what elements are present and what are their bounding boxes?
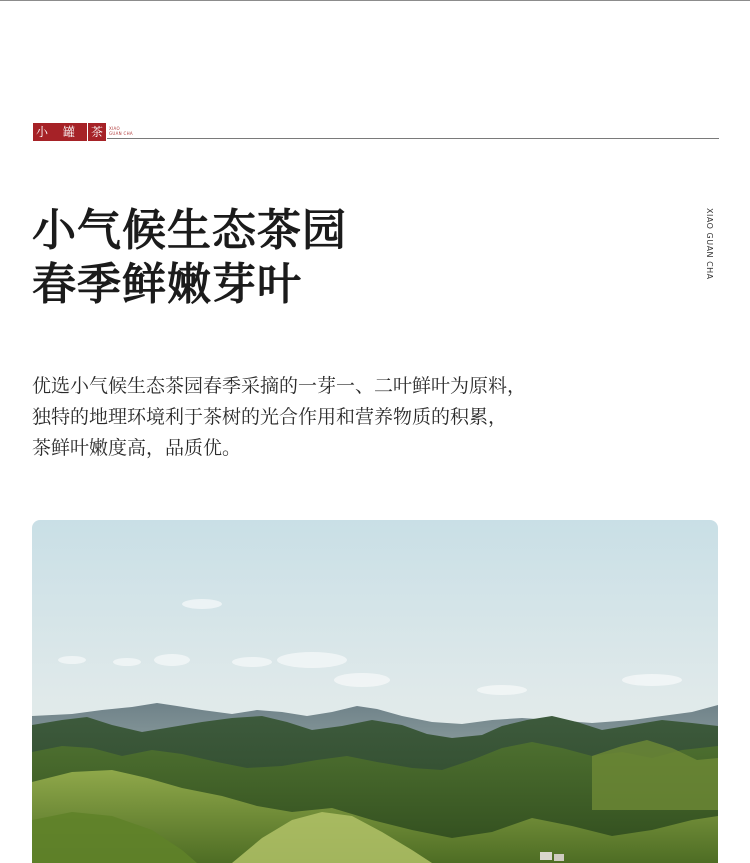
description-line-3: 茶鲜叶嫩度高，品质优。	[32, 437, 242, 459]
brand-logo-char-3: 茶	[88, 123, 106, 141]
description-line-2: 独特的地理环境利于茶树的光合作用和营养物质的积累，	[32, 406, 508, 428]
description-paragraph	[32, 371, 526, 464]
top-divider	[0, 0, 750, 1]
brand-logo-char-2: 罐	[51, 123, 87, 141]
brand-logo-subtext: XIAO GUAN CHA	[109, 126, 133, 136]
description-line-1: 优选小气候生态茶园春季采摘的一芽一、二叶鲜叶为原料，	[32, 375, 527, 397]
brand-header	[33, 123, 719, 141]
headline-line-2: 春季鲜嫩芽叶	[32, 259, 302, 310]
vertical-brand-text: XIAO GUAN CHA	[705, 208, 714, 280]
headline-line-1: 小气候生态茶园	[32, 205, 347, 256]
page-headline	[32, 204, 347, 312]
tea-garden-photo	[32, 520, 718, 863]
header-divider	[107, 138, 719, 139]
brand-logo-char-1: 小	[33, 123, 51, 141]
